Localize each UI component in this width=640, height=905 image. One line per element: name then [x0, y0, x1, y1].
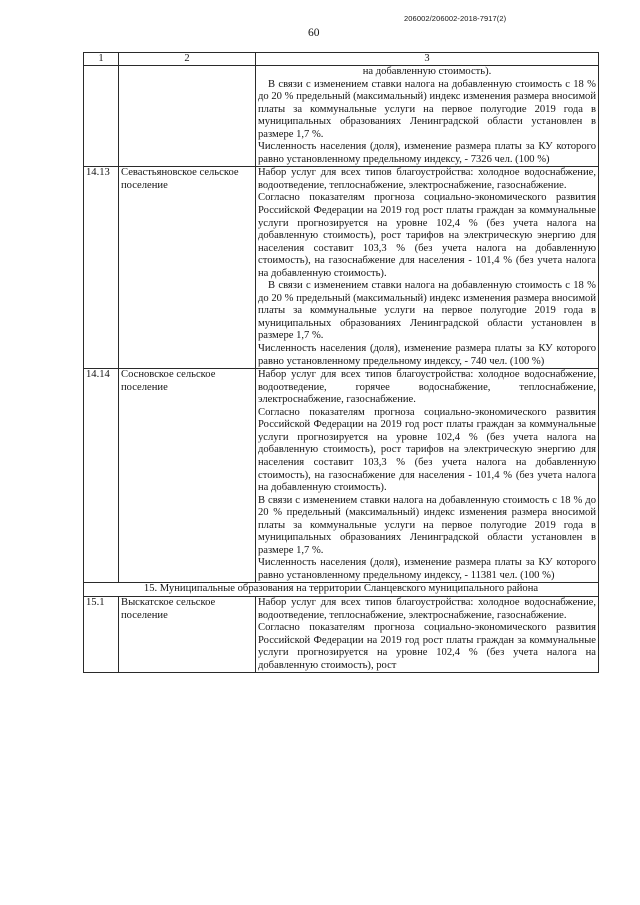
column-header: 1 — [84, 53, 119, 66]
municipality-cell: Выскатское сельское поселение — [119, 596, 256, 672]
description-cell — [256, 167, 599, 369]
municipality-cell: Сосновское сельское поселение — [119, 369, 256, 583]
row-number-cell: 14.13 — [84, 167, 119, 369]
table-row — [84, 66, 599, 167]
row-number-cell: 15.1 — [84, 596, 119, 672]
description-paragraph: Набор услуг для всех типов благоустройства: холодное водоснабжение, водоотведение, горячее водоснабжение, теплоснабжение, электроснабжение, газоснабжение. — [258, 369, 596, 406]
description-paragraph: Численность населения (доля), изменение размера платы за КУ которого равно установленному предельному индексу, - 11381 чел. (100 %) — [258, 557, 596, 581]
description-cell — [256, 66, 599, 167]
table-row — [84, 596, 599, 672]
table-row — [84, 167, 599, 369]
tariff-table — [83, 52, 599, 673]
municipality-cell — [119, 66, 256, 167]
description-paragraph: на добавленную стоимость). — [362, 66, 492, 77]
description-paragraph: Численность населения (доля), изменение размера платы за КУ которого равно установленному предельному индексу, - 7326 чел. (100 %) — [258, 141, 596, 165]
table-header-row — [84, 53, 599, 66]
description-cell — [256, 369, 599, 583]
description-paragraph: В связи с изменением ставки налога на добавленную стоимость с 18 % до 20 % предельный (максимальный) индекс изменения размера вносимой платы за коммунальные услуги на первое полугодие 2019 года в муниципальных образованиях Ленинградской области установлен в размере 1,7 %. — [258, 78, 596, 140]
description-paragraph: В связи с изменением ставки налога на добавленную стоимость с 18 % до 20 % предельный (максимальный) индекс изменения размера вносимой платы за коммунальные услуги на первое полугодие 2019 года в муниципальных образованиях Ленинградской области установлен в размере 1,7 %. — [258, 280, 596, 342]
description-cell — [256, 596, 599, 672]
row-number-cell — [84, 66, 119, 167]
row-number-cell: 14.14 — [84, 369, 119, 583]
description-paragraph: Согласно показателям прогноза социально-экономического развития Российской Федерации на 2019 год рост платы граждан за коммунальные услуги прогнозируется на уровне 102,4 % (без учета налога на добавленную стоимость), рост — [258, 622, 596, 671]
description-paragraph: Численность населения (доля), изменение размера платы за КУ которого равно установленному предельному индексу, - 740 чел. (100 %) — [258, 343, 596, 367]
page-number: 60 — [308, 27, 320, 39]
section-row — [84, 583, 599, 597]
section-heading: 15. Муниципальные образования на территории Сланцевского муниципального района — [84, 583, 599, 597]
column-header: 2 — [119, 53, 256, 66]
table-row — [84, 369, 599, 583]
description-paragraph: В связи с изменением ставки налога на добавленную стоимость с 18 % до 20 % предельный (максимальный) индекс изменения размера вносимой платы за коммунальные услуги на первое полугодие 2019 года в муниципальных образованиях Ленинградской области установлен в размере 1,7 %. — [258, 494, 596, 556]
municipality-cell: Севастьяновское сельское поселение — [119, 167, 256, 369]
description-paragraph: Набор услуг для всех типов благоустройства: холодное водоснабжение, водоотведение, теплоснабжение, электроснабжение, газоснабжение. — [258, 167, 596, 191]
document-id: 206002/206002-2018-7917(2) — [404, 14, 507, 23]
column-header: 3 — [256, 53, 599, 66]
description-paragraph: Набор услуг для всех типов благоустройства: холодное водоснабжение, водоотведение, теплоснабжение, электроснабжение, газоснабжение. — [258, 596, 596, 621]
description-paragraph: Согласно показателям прогноза социально-экономического развития Российской Федерации на 2019 год рост платы граждан за коммунальные услуги прогнозируется на уровне 102,4 % (без учета налога на добавленную стоимость), рост тарифов на электрическую энергию для населения составит 103,3 % (без учета налога на добавленную стоимость), на газоснабжение для населения - 101,4 % (без учета налога на добавленную стоимость). — [258, 406, 596, 494]
description-paragraph: Согласно показателям прогноза социально-экономического развития Российской Федерации на 2019 год рост платы граждан за коммунальные услуги прогнозируется на уровне 102,4 % (без учета налога на добавленную стоимость), рост тарифов на электрическую энергию для населения составит 103,3 % (без учета налога на добавленную стоимость), на газоснабжение для населения - 101,4 % (без учета налога на добавленную стоимость). — [258, 192, 596, 279]
